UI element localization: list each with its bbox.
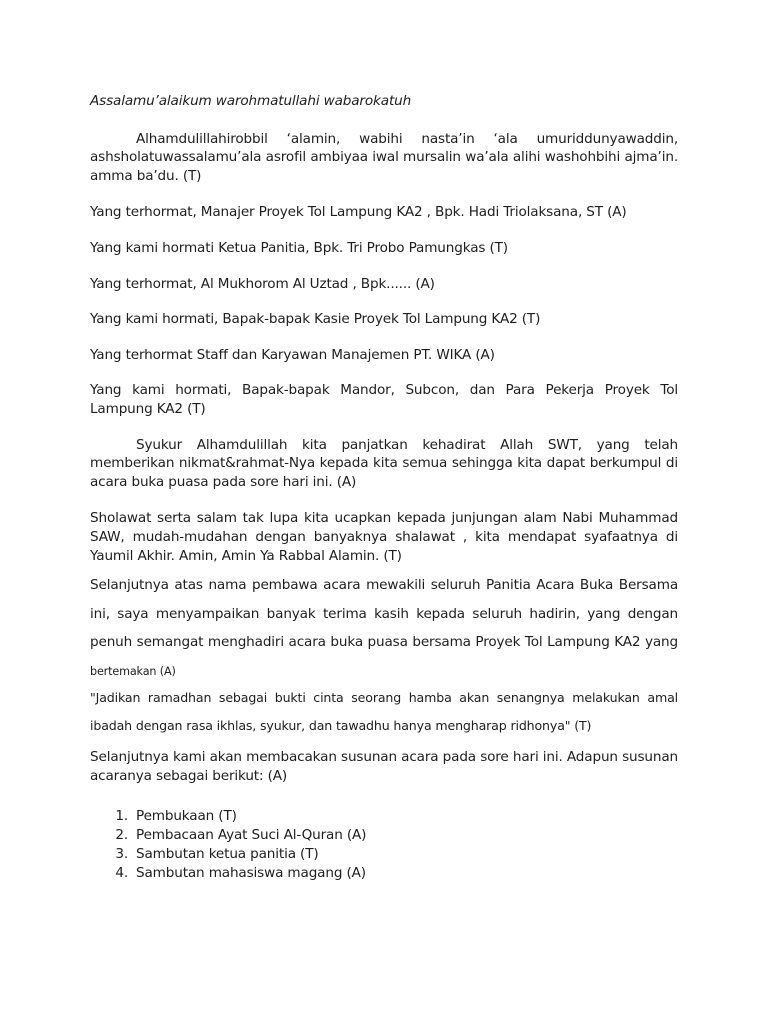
agenda-item-text: Sambutan mahasiswa magang (A): [136, 864, 366, 881]
greeting: Assalamu’alaikum warohmatullahi wabarokatuh: [90, 93, 412, 109]
salutation-ustadz: Yang terhormat, Al Mukhorom Al Uztad , Bpk...... (A): [90, 275, 435, 292]
opening-paragraph: Alhamdulillahirobbil ‘alamin, wabihi nasta’in ‘ala umuriddunyawaddin, ashsholatuwassalamu’ala asrofil ambiyaa iwal mursalin wa’ala alihi washohbihi ajma’in. amma ba’du. (T): [90, 130, 678, 184]
agenda-item: [90, 845, 678, 864]
agenda-item-text: Pembacaan Ayat Suci Al-Quran (A): [136, 826, 367, 843]
agenda-list: [90, 807, 678, 883]
salutation-manager: Yang terhormat, Manajer Proyek Tol Lampung KA2 , Bpk. Hadi Triolaksana, ST (A): [90, 204, 627, 221]
agenda-item-number: 3.: [115, 845, 128, 862]
salutation-kasie: Yang kami hormati, Bapak-bapak Kasie Proyek Tol Lampung KA2 (T): [90, 311, 541, 328]
agenda-item-number: 4.: [115, 864, 128, 881]
theme-quote: "Jadikan ramadhan sebagai bukti cinta seorang hamba akan senangnya melakukan amal ibadah dengan rasa ikhlas, syukur, dan tawadhu hanya mengharap ridhonya" (T): [90, 690, 678, 734]
agenda-item: [90, 864, 678, 883]
agenda-item-text: Sambutan ketua panitia (T): [136, 845, 319, 862]
agenda-item-text: Pembukaan (T): [136, 807, 237, 824]
agenda-item: [90, 826, 678, 845]
salutation-committee-chair: Yang kami hormati Ketua Panitia, Bpk. Tri Probo Pamungkas (T): [90, 239, 508, 256]
thanks-main-text: Selanjutnya atas nama pembawa acara mewakili seluruh Panitia Acara Buka Bersama ini, saya menyampaikan banyak terima kasih kepada seluruh hadirin, yang dengan penuh semangat menghadiri acara buka puasa bersama Proyek Tol Lampung KA2 yang: [90, 577, 678, 651]
salutation-staff: Yang terhormat Staff dan Karyawan Manajemen PT. WIKA (A): [90, 346, 495, 363]
thanks-paragraph: [90, 571, 678, 686]
agenda-item-number: 2.: [115, 826, 128, 843]
sholawat-paragraph: Sholawat serta salam tak lupa kita ucapkan kepada junjungan alam Nabi Muhammad SAW, mudah-mudahan dengan banyaknya shalawat , kita mendapat syafaatnya di Yaumil Akhir. Amin, Amin Ya Rabbal Alamin. (T): [90, 510, 678, 564]
document-page: [90, 92, 678, 883]
salutation-workers: Yang kami hormati, Bapak-bapak Mandor, Subcon, dan Para Pekerja Proyek Tol Lampung KA2 (T): [90, 382, 678, 417]
agenda-item-number: 1.: [115, 807, 128, 824]
agenda-item: [90, 807, 678, 826]
thanks-theme-text: bertemakan (A): [90, 664, 176, 678]
syukur-paragraph: Syukur Alhamdulillah kita panjatkan kehadirat Allah SWT, yang telah memberikan nikmat&rahmat-Nya kepada kita semua sehingga kita dapat berkumpul di acara buka puasa pada sore hari ini. (A): [90, 436, 678, 490]
agenda-intro: Selanjutnya kami akan membacakan susunan acara pada sore hari ini. Adapun susunan acaranya sebagai berikut: (A): [90, 749, 678, 785]
